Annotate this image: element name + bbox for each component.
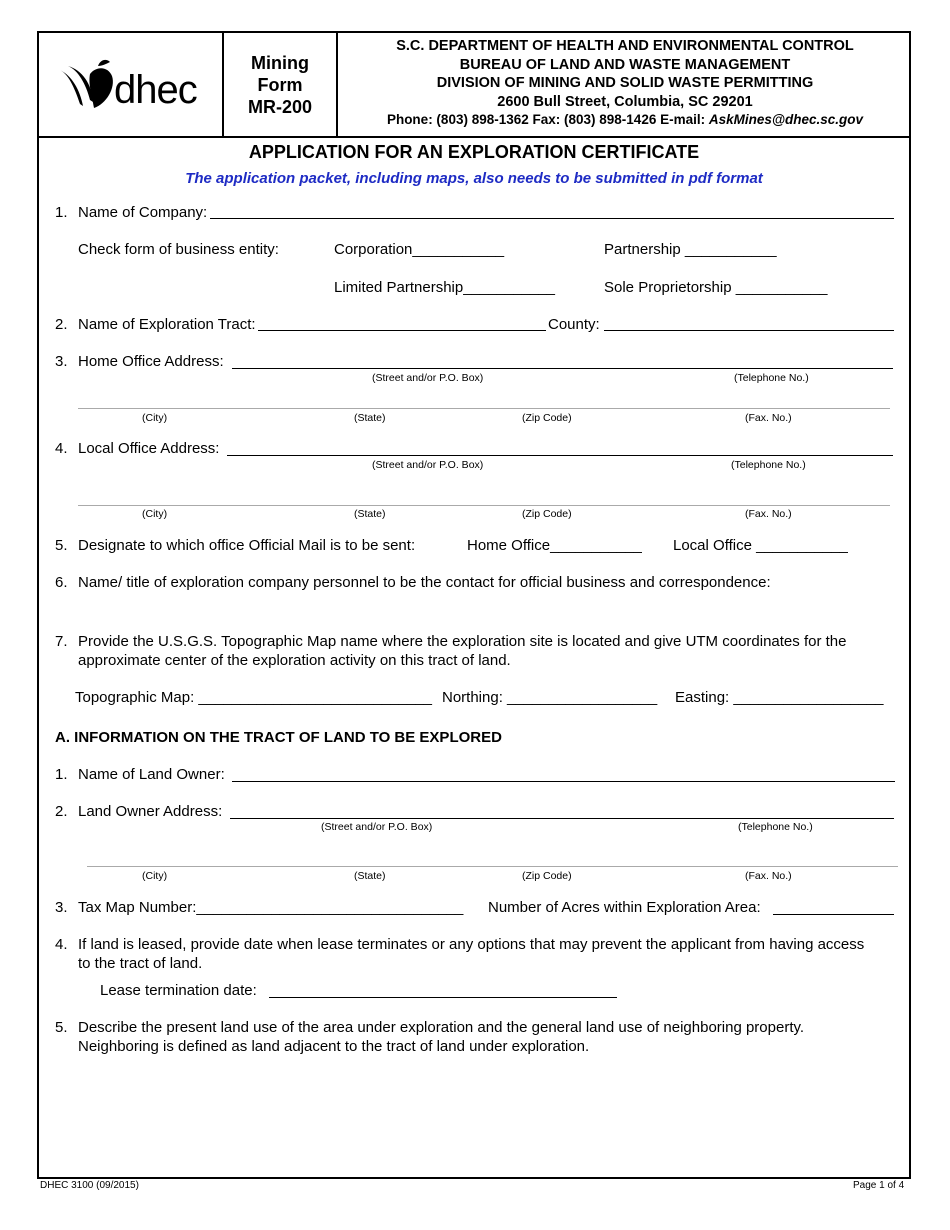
logo-text: dhec: [114, 68, 197, 112]
caption-city: (City): [142, 412, 168, 424]
caption-state: (State): [354, 412, 386, 424]
land-use-instructions: Neighboring is defined as land adjacent to the tract of land under exploration.: [78, 1038, 590, 1055]
exploration-tract-label: Name of Exploration Tract:: [78, 316, 256, 333]
local-office-city-field[interactable]: [78, 505, 890, 506]
caption-state: (State): [354, 870, 386, 882]
topographic-map-instructions: Provide the U.S.G.S. Topographic Map name where the exploration site is located and give UTM coordinates for the: [78, 633, 847, 650]
caption-city: (City): [142, 508, 168, 520]
page-number: Page 1 of 4: [853, 1180, 905, 1191]
item-number: 1.: [55, 204, 68, 221]
header-divider: [336, 31, 338, 138]
caption-fax: (Fax. No.): [745, 870, 792, 882]
home-office-city-field[interactable]: [78, 408, 890, 409]
item-number: 5.: [55, 537, 68, 554]
caption-street: (Street and/or P.O. Box): [372, 372, 484, 384]
form-id: Mining Form MR-200: [247, 53, 313, 117]
acres-label: Number of Acres within Exploration Area:: [488, 899, 761, 916]
county-field[interactable]: [604, 330, 894, 331]
lease-termination-field[interactable]: [269, 997, 617, 998]
page-subtitle: The application packet, including maps, also needs to be submitted in pdf format: [185, 170, 763, 187]
land-owner-street-field[interactable]: [230, 818, 894, 819]
item-number: 3.: [55, 899, 68, 916]
land-owner-name-field[interactable]: [232, 781, 895, 782]
exploration-tract-field[interactable]: [258, 330, 546, 331]
home-office-option[interactable]: Home Office___________: [467, 537, 642, 554]
land-owner-city-field[interactable]: [87, 866, 898, 867]
page-title: APPLICATION FOR AN EXPLORATION CERTIFICATE: [248, 142, 700, 162]
caption-city: (City): [142, 870, 168, 882]
tax-map-number-field[interactable]: Tax Map Number:________________________________: [78, 899, 464, 916]
caption-street: (Street and/or P.O. Box): [372, 459, 484, 471]
caption-telephone: (Telephone No.): [731, 459, 806, 471]
local-office-street-field[interactable]: [227, 455, 893, 456]
land-owner-name-label: Name of Land Owner:: [78, 766, 225, 783]
item-number: 3.: [55, 353, 68, 370]
item-number: 2.: [55, 316, 68, 333]
home-office-street-field[interactable]: [232, 368, 893, 369]
business-entity-label: Check form of business entity:: [78, 241, 279, 258]
contact-personnel-label: Name/ title of exploration company personnel to be the contact for official business and correspondence:: [78, 574, 771, 591]
item-number: 1.: [55, 766, 68, 783]
item-number: 5.: [55, 1019, 68, 1036]
caption-street: (Street and/or P.O. Box): [321, 821, 433, 833]
sole-proprietorship-option[interactable]: Sole Proprietorship ___________: [604, 279, 828, 296]
company-name-field[interactable]: [210, 218, 894, 219]
caption-telephone: (Telephone No.): [734, 372, 809, 384]
lease-termination-label: Lease termination date:: [100, 982, 257, 999]
land-use-instructions: Describe the present land use of the area under exploration and the general land use of neighboring property.: [78, 1019, 805, 1036]
lease-instructions: If land is leased, provide date when lease terminates or any options that may prevent the applicant from having access: [78, 936, 865, 953]
company-name-label: Name of Company:: [78, 204, 208, 221]
item-number: 2.: [55, 803, 68, 820]
item-number: 4.: [55, 440, 68, 457]
local-office-option[interactable]: Local Office ___________: [673, 537, 848, 554]
agency-header: S.C. DEPARTMENT OF HEALTH AND ENVIRONMENTAL CONTROL BUREAU OF LAND AND WASTE MANAGEMENT DIVISION OF MINING AND SOLID WASTE PERMITTING 2600 Bull Street, Columbia, SC 29201 Phone: (803) 898-1362 Fax: (803) 898-1426 E-mail: AskMines@dhec.sc.gov: [386, 38, 864, 127]
topographic-map-instructions: approximate center of the exploration activity on this tract of land.: [78, 652, 511, 669]
local-office-address-label: Local Office Address:: [78, 440, 220, 457]
caption-fax: (Fax. No.): [745, 508, 792, 520]
county-label: County:: [548, 316, 600, 333]
item-number: 6.: [55, 574, 68, 591]
partnership-option[interactable]: Partnership ___________: [604, 241, 777, 258]
land-owner-address-label: Land Owner Address:: [78, 803, 223, 820]
official-mail-label: Designate to which office Official Mail is to be sent:: [78, 537, 416, 554]
topographic-map-field[interactable]: Topographic Map: ____________________________: [75, 689, 432, 706]
lease-instructions: to the tract of land.: [78, 955, 203, 972]
form-code: DHEC 3100 (09/2015): [40, 1180, 139, 1191]
caption-zip: (Zip Code): [522, 412, 572, 424]
caption-state: (State): [354, 508, 386, 520]
acres-field[interactable]: [773, 914, 894, 915]
item-number: 7.: [55, 633, 68, 650]
easting-field[interactable]: Easting: __________________: [675, 689, 884, 706]
caption-telephone: (Telephone No.): [738, 821, 813, 833]
section-a-heading: A. INFORMATION ON THE TRACT OF LAND TO BE EXPLORED: [55, 729, 502, 746]
home-office-address-label: Home Office Address:: [78, 353, 224, 370]
caption-zip: (Zip Code): [522, 508, 572, 520]
corporation-option[interactable]: Corporation___________: [334, 241, 505, 258]
caption-fax: (Fax. No.): [745, 412, 792, 424]
item-number: 4.: [55, 936, 68, 953]
limited-partnership-option[interactable]: Limited Partnership___________: [334, 279, 555, 296]
caption-zip: (Zip Code): [522, 870, 572, 882]
northing-field[interactable]: Northing: __________________: [442, 689, 658, 706]
